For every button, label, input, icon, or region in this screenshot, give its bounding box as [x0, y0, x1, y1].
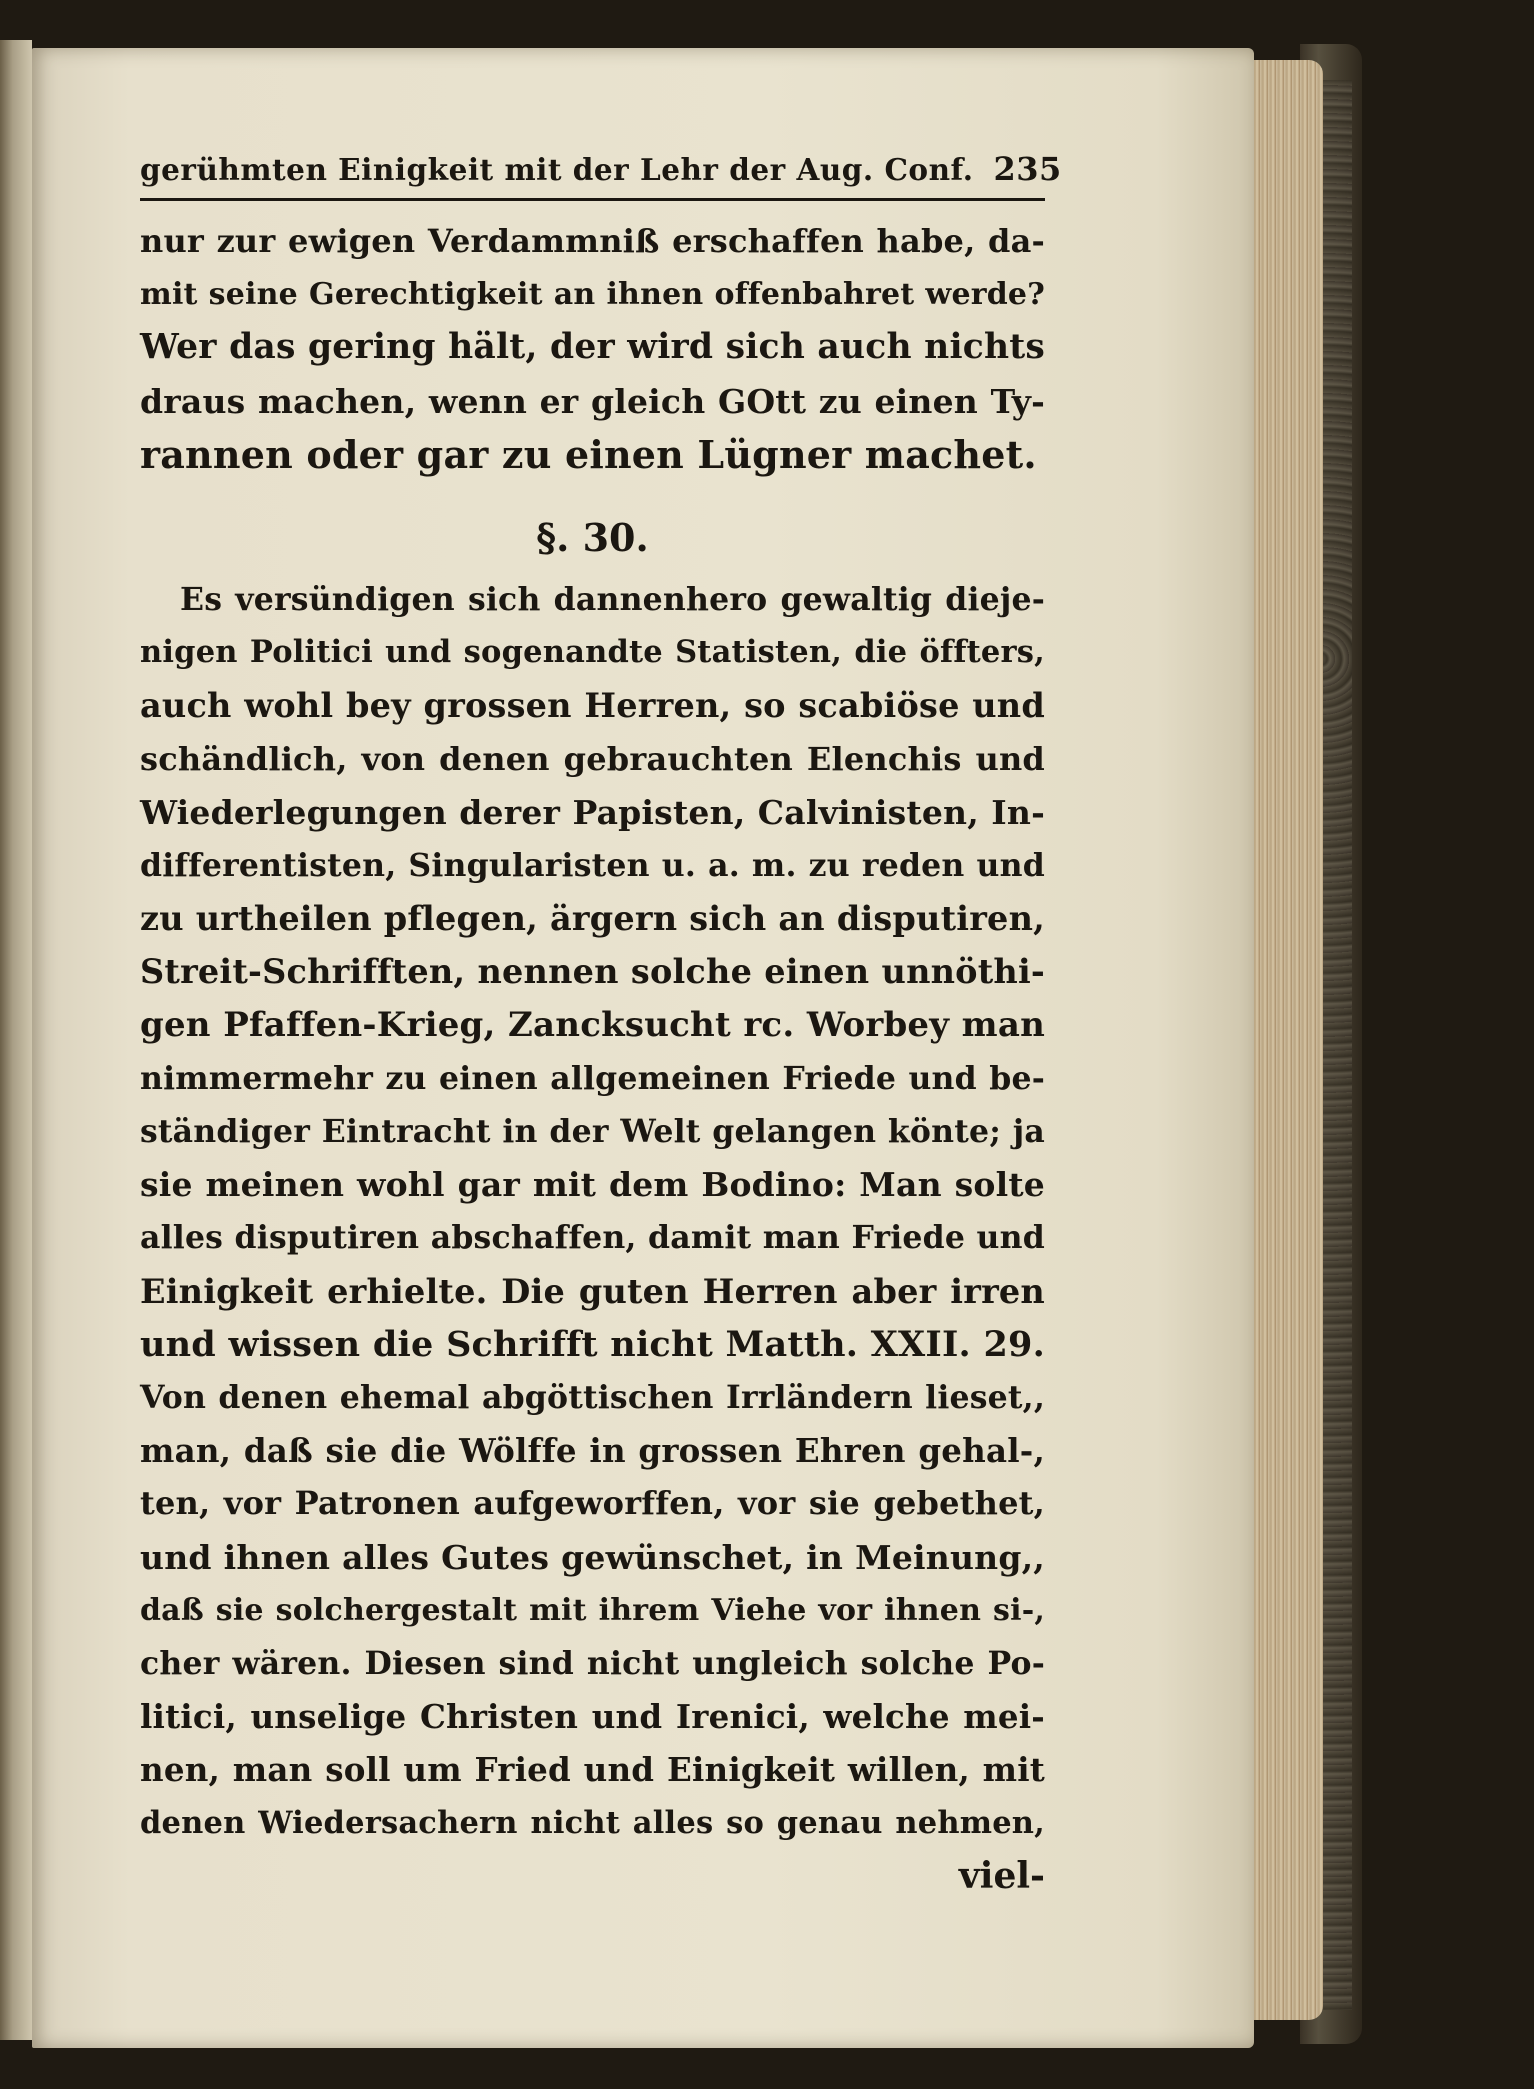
- text-line: ten, vor Patronen aufgeworffen, vor sie gebethet,: [140, 1484, 1045, 1523]
- text-line: zu urtheilen pflegen, ärgern sich an disputiren,: [140, 899, 1045, 939]
- text-line: denen Wiedersachern nicht alles so genau nehmen,: [140, 1804, 1045, 1841]
- running-title: gerühmten Einigkeit mit der Lehr der Aug. Conf.: [140, 152, 974, 187]
- text-line: und ihnen alles Gutes gewünschet, in Meinung,,: [140, 1537, 1045, 1577]
- text-line: litici, unselige Christen und Irenici, welche mei-: [140, 1697, 1045, 1737]
- text-line: schändlich, von denen gebrauchten Elenchis und: [140, 739, 1045, 778]
- section-mark: §. 30.: [536, 515, 649, 561]
- text-line: Streit-Schrifften, nennen solche einen unnöthi-: [140, 952, 1045, 992]
- text-line: draus machen, wenn er gleich GOtt zu einen Ty-: [140, 381, 1045, 421]
- text-line: nen, man soll um Fried und Einigkeit willen, mit: [140, 1750, 1045, 1790]
- paragraph-body: [140, 573, 1060, 1850]
- text-line: daß sie solchergestalt mit ihrem Viehe vor ihnen si-,: [140, 1592, 1045, 1628]
- running-head: [140, 150, 1062, 201]
- text-line: Von denen ehemal abgöttischen Irrländern lieset,,: [140, 1379, 1045, 1417]
- text-line: Wiederlegungen derer Papisten, Calvinisten, In-: [140, 792, 1045, 832]
- text-line: cher wären. Diesen sind nicht ungleich solche Po-: [140, 1645, 1045, 1683]
- text-line: auch wohl bey grossen Herren, so scabiöse und: [140, 686, 1045, 726]
- text-line: sie meinen wohl gar mit dem Bodino: Man solte: [140, 1165, 1045, 1205]
- text-line: nimmermehr zu einen allgemeinen Friede und be-: [140, 1059, 1045, 1097]
- page-number: 235: [993, 150, 1062, 188]
- page-text: [140, 150, 1060, 1902]
- text-line: mit seine Gerechtigkeit an ihnen offenbahret werde?: [140, 277, 1045, 313]
- catchword: viel-: [958, 1854, 1045, 1897]
- text-line: man, daß sie die Wölffe in grossen Ehren gehal-,: [140, 1431, 1045, 1471]
- text-line: alles disputiren abschaffen, damit man Friede und: [140, 1219, 1045, 1257]
- text-line: Wer das gering hält, der wird sich auch nichts: [140, 327, 1045, 368]
- left-page-edge: [0, 40, 32, 2040]
- text-line: nigen Politici und sogenandte Statisten, die öffters,: [140, 634, 1045, 671]
- text-line: Einigkeit erhielte. Die guten Herren aber irren: [140, 1271, 1045, 1311]
- text-line: und wissen die Schrifft nicht Matth. XXII. 29.: [140, 1323, 1045, 1365]
- text-line: differentisten, Singularisten u. a. m. zu reden und: [140, 847, 1045, 885]
- paragraph-top: [140, 215, 1060, 481]
- text-line: ständiger Eintracht in der Welt gelangen könte; ja: [140, 1113, 1045, 1151]
- text-line: rannen oder gar zu einen Lügner machet.: [140, 431, 1037, 477]
- text-line: nur zur ewigen Verdammniß erschaffen habe, da-: [140, 222, 1045, 260]
- text-line: Es versündigen sich dannenhero gewaltig dieje-: [180, 581, 1045, 619]
- text-line: gen Pfaffen-Krieg, Zancksucht rc. Worbey man: [140, 1004, 1045, 1045]
